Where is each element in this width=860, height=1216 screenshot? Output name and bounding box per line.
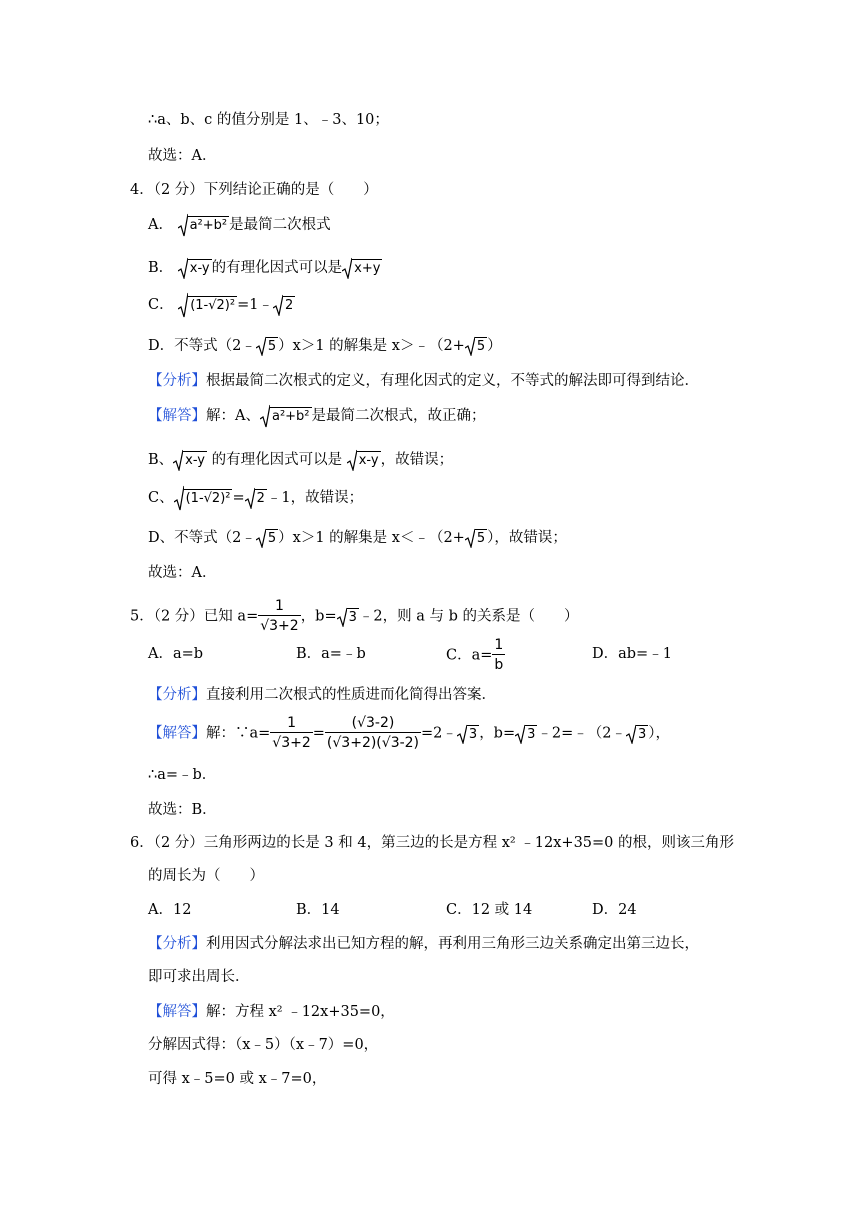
sqrt-icon: x-y — [178, 257, 212, 279]
sqrt-icon: 5 — [256, 336, 278, 356]
q4-option-d: D．不等式（2﹣ 5 ）x＞1 的解集是 x＞﹣（2+ 5 ） — [148, 338, 502, 354]
q4-answer-a: 【解答】解：A、 a²+b² 是最简二次根式，故正确； — [148, 404, 486, 428]
fraction: $\frac{(√3-2)}{(√3+2)(√3-2)}$ — [326, 715, 420, 751]
q6-option-a: A．12 — [148, 902, 192, 918]
q5-option-b: B．a=﹣b — [296, 646, 366, 662]
sqrt-icon: 2 — [245, 487, 267, 509]
q6-analysis-line1: 【分析】利用因式分解法求出已知方程的解，再利用三角形三边关系确定出第三边长， — [148, 936, 699, 952]
q4-option-a: A． a²+b² 是最简二次根式 — [148, 213, 331, 237]
fraction: $\frac{1}{√3+2}$ — [260, 598, 299, 634]
q5-answer: 【解答】解：∵a= $\frac{1}{√3+2}$ = $\frac{(√3-2)}{(√3+2)(√3-2)}$ =2﹣ 3 ，b= 3 ﹣2=﹣（2﹣ 3 ）， — [148, 715, 671, 751]
q6-option-d: D．24 — [592, 902, 637, 918]
q5-option-d: D．ab=﹣1 — [592, 646, 672, 662]
q4-analysis: 【分析】根据最简二次根式的定义，有理化因式的定义，不等式的解法即可得到结论． — [148, 373, 699, 389]
sqrt-icon: x-y — [347, 449, 381, 471]
q5-analysis: 【分析】直接利用二次根式的性质进而化简得出答案． — [148, 687, 496, 703]
sqrt-icon: 5 — [465, 336, 487, 356]
sqrt-icon: x+y — [342, 257, 382, 279]
sqrt-icon: x-y — [173, 449, 207, 471]
q4-option-c: C． (1-√2)² =1﹣ 2 — [148, 292, 295, 318]
q5-option-c: C．a= $\frac{1}{b}$ — [446, 637, 504, 673]
q4-option-b: B． x-y 的有理化因式可以是 x+y — [148, 257, 382, 279]
conclusion-line: ∴a、b、c 的值分别是 1、﹣3、10； — [148, 112, 389, 128]
sqrt-icon: 3 — [515, 724, 537, 744]
q6-answer-line3: 可得 x﹣5=0 或 x﹣7=0， — [148, 1071, 327, 1087]
q6-option-c: C．12 或 14 — [446, 902, 533, 918]
q6-stem-line1: 6．（2 分）三角形两边的长是 3 和 4，第三边的长是方程 x² ﹣12x+35=0 的根，则该三角形 — [130, 835, 735, 851]
sqrt-icon: 3 — [457, 724, 479, 744]
q5-stem: 5．（2 分）已知 a= $\frac{1}{√3+2}$ ，b= 3 ﹣2，则 a 与 b 的关系是（ ） — [130, 598, 579, 634]
sqrt-icon: 3 — [626, 724, 648, 744]
q6-answer-line1: 【解答】解：方程 x² ﹣12x+35=0， — [148, 1004, 395, 1020]
sqrt-icon: (1-√2)² — [174, 485, 233, 511]
q6-answer-line2: 分解因式得：（x﹣5）（x﹣7）=0， — [148, 1037, 379, 1053]
q4-answer-c: C、 (1-√2)² = 2 ﹣1，故错误； — [148, 485, 363, 511]
sqrt-icon: a²+b² — [260, 404, 312, 428]
sqrt-icon: 5 — [256, 528, 278, 548]
sqrt-icon: 3 — [337, 607, 359, 627]
sqrt-icon: a²+b² — [178, 213, 230, 237]
q6-stem-line2: 的周长为（ ） — [148, 868, 264, 884]
q4-answer-d: D、不等式（2﹣ 5 ）x＞1 的解集是 x＜﹣（2+ 5 ），故错误； — [148, 530, 567, 546]
fraction: $\frac{1}{b}$ — [494, 637, 504, 673]
q6-analysis-line2: 即可求出周长． — [148, 969, 250, 985]
q5-conclusion: ∴a=﹣b． — [148, 767, 217, 783]
sqrt-icon: (1-√2)² — [178, 292, 237, 318]
q5-choice: 故选：B． — [148, 802, 217, 818]
q4-stem: 4．（2 分）下列结论正确的是（ ） — [130, 182, 378, 198]
fraction: $\frac{1}{√3+2}$ — [272, 715, 311, 751]
sqrt-icon: 2 — [273, 294, 295, 316]
sqrt-icon: 5 — [465, 528, 487, 548]
q4-choice: 故选：A． — [148, 565, 217, 581]
q6-option-b: B．14 — [296, 902, 340, 918]
q5-option-a: A．a=b — [148, 646, 204, 662]
q4-answer-b: B、 x-y 的有理化因式可以是 x-y ，故错误； — [148, 449, 453, 471]
choice-line: 故选：A． — [148, 148, 217, 164]
